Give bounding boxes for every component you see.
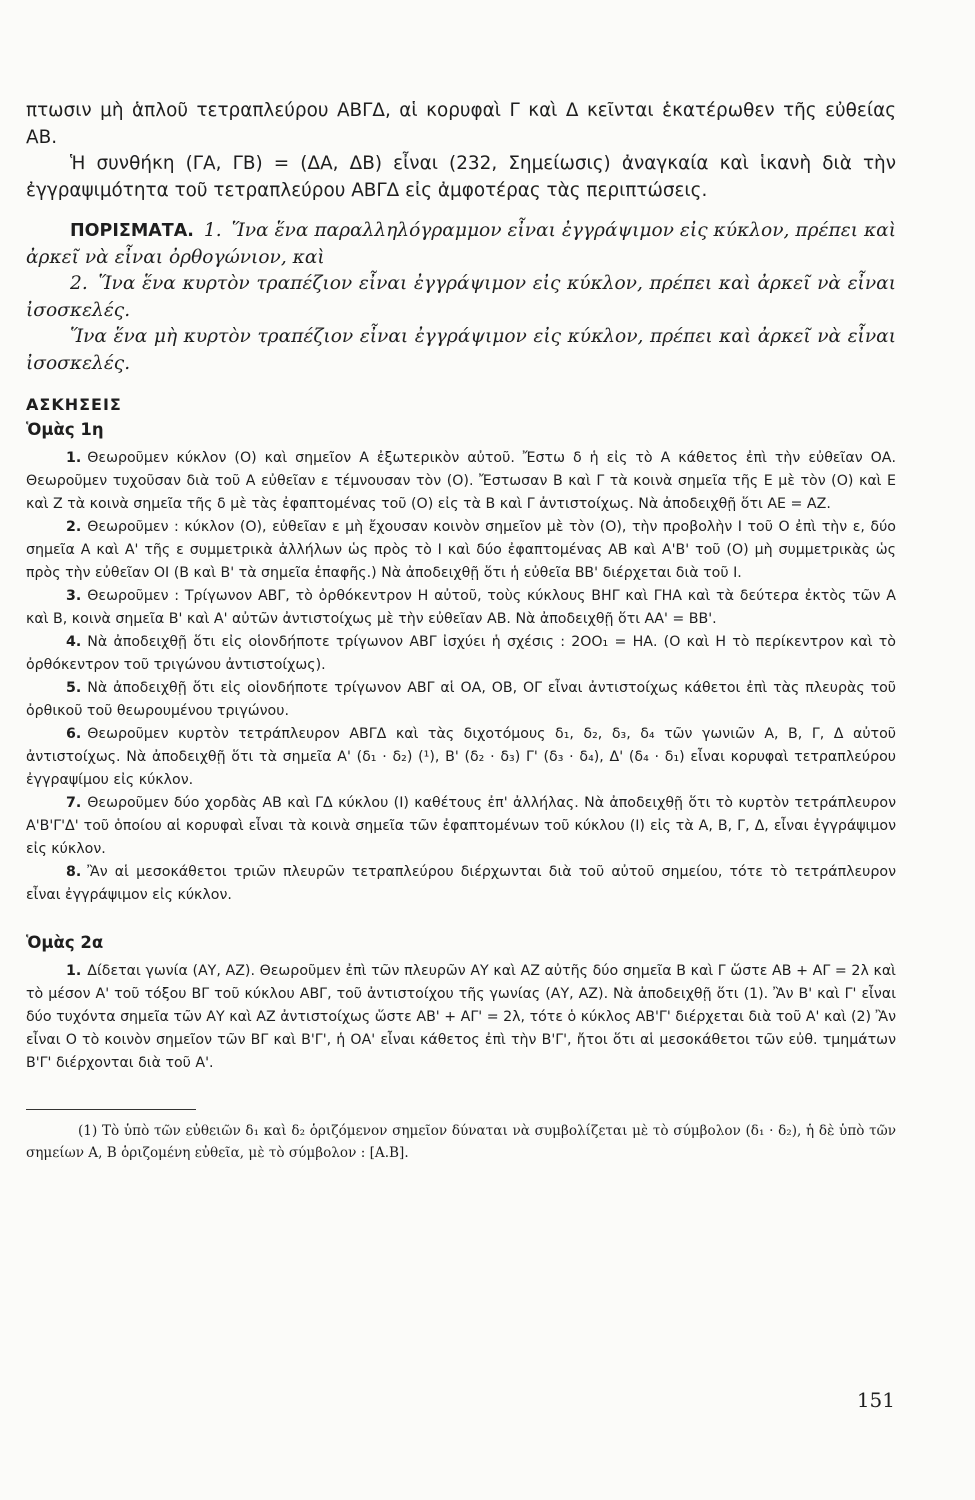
exercise-number: 1. [66, 963, 82, 979]
exercise [26, 960, 896, 1075]
exercise-text: Θεωροῦμεν κυρτὸν τετράπλευρον ΑΒΓΔ καὶ τὰς διχοτόμους δ₁, δ₂, δ₃, δ₄ τῶν γωνιῶν Α, Β, Γ, Δ αὐτοῦ ἀντιστοίχως. Νὰ ἀποδειχθῇ ὅτι τὰ σημεῖα Α' (δ₁ · δ₂) (¹), Β' (δ₂ · δ₃) Γ' (δ₃ · δ₄), Δ' (δ₄ · δ₁) εἶναι κορυφαὶ τετραπλεύρου ἐγγραψίμου εἰς κύκλον. [26, 726, 896, 788]
exercise-text: Νὰ ἀποδειχθῇ ὅτι εἰς οἱονδήποτε τρίγωνον ΑΒΓ ἰσχύει ἡ σχέσις : 2ΟΟ₁ = ΗΑ. (Ο καὶ Η τὸ περίκεντρον καὶ τὸ ὀρθόκεντρον τοῦ τριγώνου ἀντιστοίχως). [26, 634, 896, 673]
exercise-text: Νὰ ἀποδειχθῇ ὅτι εἰς οἱονδήποτε τρίγωνον ΑΒΓ αἱ ΟΑ, ΟΒ, ΟΓ εἶναι ἀντιστοίχως κάθετοι ἐπὶ τὰς πλευρὰς τοῦ ὀρθικοῦ τοῦ θεωρουμένου τριγώνου. [26, 680, 896, 719]
porisma-1-number: 1. [203, 220, 222, 241]
page-number: 151 [856, 1388, 895, 1412]
exercise [26, 447, 896, 516]
exercise [26, 861, 896, 907]
porisma-2-number: 2. [70, 273, 88, 294]
exercise-number: 1. [66, 450, 82, 466]
exercise-number: 5. [66, 680, 82, 696]
porismata-heading: ΠΟΡΙΣΜΑΤΑ. [70, 221, 194, 241]
exercise-number: 3. [66, 588, 82, 604]
exercise-text: Θεωροῦμεν : κύκλον (Ο), εὐθεῖαν ε μὴ ἔχουσαν κοινὸν σημεῖον μὲ τὸν (Ο), τὴν προβολὴν Ι τοῦ Ο ἐπὶ τὴν ε, δύο σημεῖα Α καὶ Α' τῆς ε συμμετρικὰ ἀλλήλων ὡς πρὸς τὸ Ι καὶ δύο ἐφαπτομένας ΑΒ καὶ Α'Β' τοῦ (Ο) μὴ συμμετρικὰς ὡς πρὸς τὴν εὐθεῖαν ΟΙ (Β καὶ Β' τὰ σημεῖα ἐπαφῆς.) Νὰ ἀποδειχθῇ ὅτι ἡ εὐθεῖα ΒΒ' διέρχεται διὰ τοῦ Ι. [26, 519, 896, 581]
footnote-divider [26, 1109, 196, 1110]
exercise-text: Ἂν αἱ μεσοκάθετοι τριῶν πλευρῶν τετραπλεύρου διέρχωνται διὰ τοῦ αὐτοῦ σημείου, τότε τὸ τετράπλευρον εἶναι ἐγγράψιμον εἰς κύκλον. [26, 864, 896, 903]
group-1-heading: Ὁμὰς 1η [26, 420, 104, 439]
exercise-number: 7. [66, 795, 82, 811]
group-2-exercises [26, 960, 896, 1075]
exercise [26, 516, 896, 585]
exercise [26, 723, 896, 792]
porisma-1-text: Ἵνα ἕνα παραλληλόγραμμον εἶναι ἐγγράψιμον εἰς κύκλον, πρέπει καὶ ἀρκεῖ νὰ εἶναι ὀρθογώνιον, καὶ [26, 220, 896, 268]
askhseis-heading: ΑΣΚΗΣΕΙΣ [26, 395, 122, 414]
exercise [26, 677, 896, 723]
exercise-text: Θεωροῦμεν : Τρίγωνον ΑΒΓ, τὸ ὀρθόκεντρον Η αὐτοῦ, τοὺς κύκλους ΒΗΓ καὶ ΓΗΑ καὶ τὰ δεύτερα ἐκτὸς τῶν Α καὶ Β, κοινὰ σημεῖα Β' καὶ Α' αὐτῶν ἀντιστοίχως μὲ τὴν εὐθεῖαν ΑΒ. Νὰ ἀποδειχθῇ ὅτι ΑΑ' = ΒΒ'. [26, 588, 896, 627]
group-1-exercises [26, 447, 896, 907]
exercise-number: 2. [66, 519, 82, 535]
intro-paragraph-1: πτωσιν μὴ ἁπλοῦ τετραπλεύρου ΑΒΓΔ, αἱ κορυφαὶ Γ καὶ Δ κεῖνται ἑκατέρωθεν τῆς εὐθείας ΑΒ. [26, 100, 896, 148]
exercise-text: Θεωροῦμεν δύο χορδὰς ΑΒ καὶ ΓΔ κύκλου (Ι) καθέτους ἐπ' ἀλλήλας. Νὰ ἀποδειχθῇ ὅτι τὸ κυρτὸν τετράπλευρον Α'Β'Γ'Δ' τοῦ ὁποίου αἱ κορυφαὶ εἶναι τὰ κοινὰ σημεῖα τῶν ἐφαπτομένων τοῦ κύκλου (Ι) εἰς τὰ Α, Β, Γ, Δ, εἶναι ἐγγράψιμον εἰς κύκλον. [26, 795, 896, 857]
footnote: (1) Τὸ ὑπὸ τῶν εὐθειῶν δ₁ καὶ δ₂ ὁριζόμενον σημεῖον δύναται νὰ συμβολίζεται μὲ τὸ σύμβολον (δ₁ · δ₂), ἡ δὲ ὑπὸ τῶν σημείων Α, Β ὁριζομένη εὐθεῖα, μὲ τὸ σύμβολον : [Α.Β]. [26, 1123, 896, 1161]
porisma-2-text: Ἵνα ἕνα κυρτὸν τραπέζιον εἶναι ἐγγράψιμον εἰς κύκλον, πρέπει καὶ ἀρκεῖ νὰ εἶναι ἰσοσκελές. [26, 273, 896, 321]
porisma-3-text: Ἵνα ἕνα μὴ κυρτὸν τραπέζιον εἶναι ἐγγράψιμον εἰς κύκλον, πρέπει καὶ ἀρκεῖ νὰ εἶναι ἰσοσκελές. [26, 326, 896, 374]
exercise-number: 4. [66, 634, 82, 650]
porisma-1 [26, 218, 896, 271]
page-body [26, 98, 896, 1164]
exercise [26, 792, 896, 861]
group-2-heading: Ὁμὰς 2α [26, 933, 104, 952]
exercise-text: Θεωροῦμεν κύκλον (Ο) καὶ σημεῖον Α ἐξωτερικὸν αὐτοῦ. Ἔστω δ ἡ εἰς τὸ Α κάθετος ἐπὶ τὴν εὐθεῖαν ΟΑ. Θεωροῦμεν τυχοῦσαν διὰ τοῦ Α εὐθεῖαν ε τέμνουσαν τὸν (Ο). Ἔστωσαν Β καὶ Γ τὰ κοινὰ σημεῖα τῆς Ε μὲ τὸν (Ο) καὶ Ε καὶ Ζ τὰ κοινὰ σημεῖα τῆς δ μὲ τὰς ἐφαπτομένας τοῦ (Ο) εἰς τὰ Β καὶ Γ ἀντιστοίχως. Νὰ ἀποδειχθῇ ὅτι ΑΕ = ΑΖ. [26, 450, 896, 512]
intro-paragraph-2: Ἡ συνθήκη (ΓΑ, ΓΒ) = (ΔΑ, ΔΒ) εἶναι (232, Σημείωσις) ἀναγκαία καὶ ἱκανὴ διὰ τὴν ἐγγραψιμότητα τοῦ τετραπλεύρου ΑΒΓΔ εἰς ἀμφοτέρας τὰς περιπτώσεις. [26, 153, 896, 201]
exercise-number: 6. [66, 726, 82, 742]
exercise [26, 631, 896, 677]
porisma-3 [26, 324, 896, 377]
exercise-number: 8. [66, 864, 82, 880]
porisma-2 [26, 271, 896, 324]
exercise-text: Δίδεται γωνία (ΑΥ, ΑΖ). Θεωροῦμεν ἐπὶ τῶν πλευρῶν ΑΥ καὶ ΑΖ αὐτῆς δύο σημεῖα Β καὶ Γ ὥστε ΑΒ + ΑΓ = 2λ καὶ τὸ μέσον Α' τοῦ τόξου ΒΓ τοῦ κύκλου ΑΒΓ, τοῦ ἀντιστοίχου τῆς γωνίας (ΑΥ, ΑΖ). Νὰ ἀποδειχθῇ ὅτι (1). Ἂν Β' καὶ Γ' εἶναι δύο τυχόντα σημεῖα τῶν ΑΥ καὶ ΑΖ ἀντιστοίχως ὥστε ΑΒ' + ΑΓ' = 2λ, τότε ὁ κύκλος ΑΒ'Γ' διέρχεται διὰ τοῦ Α' καὶ (2) Ἂν εἶναι Ο τὸ κοινὸν σημεῖον τῶν ΒΓ καὶ Β'Γ', ἡ ΟΑ' εἶναι κάθετος ἐπὶ τὴν Β'Γ', ἤτοι ὅτι αἱ μεσοκάθετοι τῶν εὐθ. τμημάτων Β'Γ' διέρχονται διὰ τοῦ Α'. [26, 963, 896, 1071]
exercise [26, 585, 896, 631]
